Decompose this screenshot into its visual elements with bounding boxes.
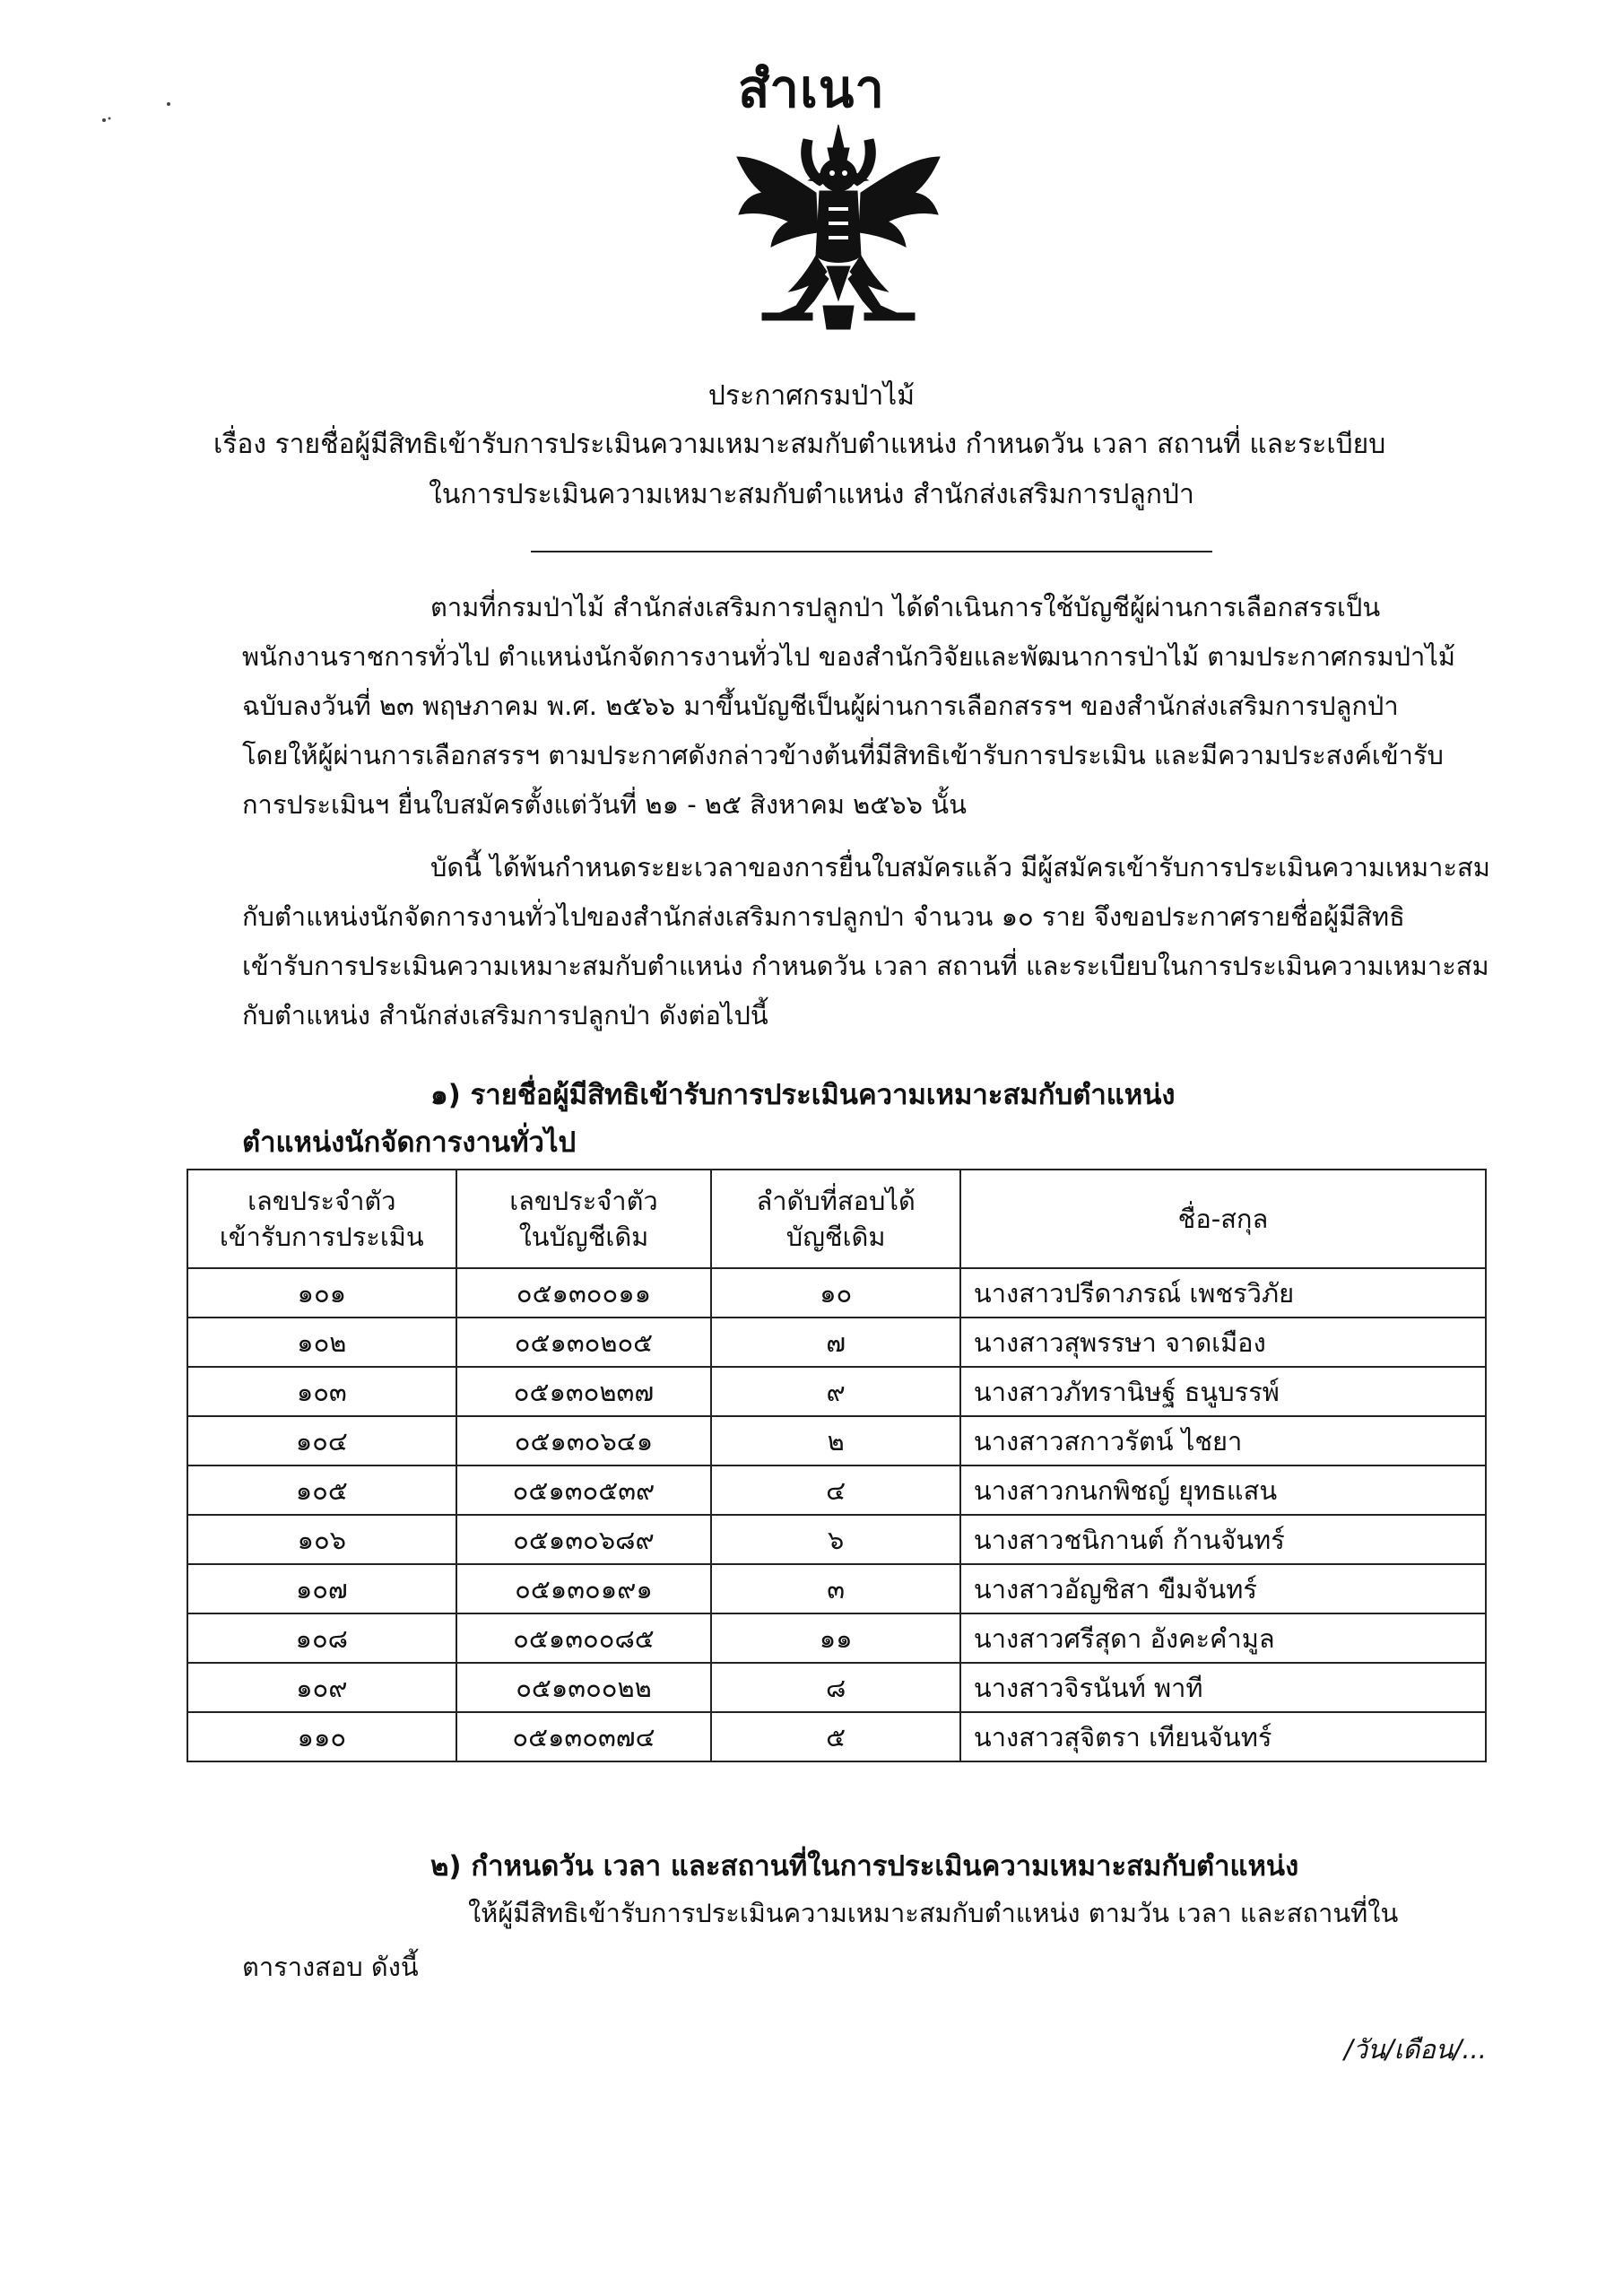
table-header-row: [187, 1170, 1486, 1268]
section-2-body-line-1: ให้ผู้มีสิทธิเข้ารับการประเมินความเหมาะสมกับตำแหน่ง ตามวัน เวลา และสถานที่ใน: [468, 1898, 1399, 1928]
rank-cell: ๖: [711, 1515, 960, 1564]
old-id-cell: ๐๕๑๓๐๑๙๑: [456, 1564, 712, 1613]
name-cell: นางสาวภัทรานิษฐ์ ธนูบรรพ์: [960, 1367, 1486, 1416]
eval-id-cell: ๑๐๘: [187, 1613, 456, 1663]
table-row: [187, 1515, 1486, 1564]
paragraph-2: [242, 843, 1497, 1040]
rank-cell: ๑๑: [711, 1613, 960, 1663]
old-id-cell: ๐๕๑๓๐๐๘๕: [456, 1613, 712, 1663]
table-row: [187, 1465, 1486, 1515]
header-rank: ลำดับที่สอบได้ บัญชีเดิม: [711, 1170, 960, 1268]
name-cell: นางสาวศรีสุดา อังคะคำมูล: [960, 1613, 1486, 1663]
eval-id-cell: ๑๐๔: [187, 1416, 456, 1465]
rank-cell: ๔: [711, 1465, 960, 1515]
paragraph-1-line: ตามที่กรมป่าไม้ สำนักส่งเสริมการปลูกป่า ได้ดำเนินการใช้บัญชีผู้ผ่านการเลือกสรรเป็น: [430, 592, 1381, 622]
eval-id-cell: ๑๐๑: [187, 1268, 456, 1318]
table-row: [187, 1318, 1486, 1367]
section-2-body-line-2: ตารางสอบ ดังนี้: [242, 1952, 419, 1982]
old-id-cell: ๐๕๑๓๐๐๒๒: [456, 1663, 712, 1712]
paragraph-2-line: บัดนี้ ได้พ้นกำหนดระยะเวลาของการยื่นใบสมัครแล้ว มีผู้สมัครเข้ารับการประเมินความเหมาะสม: [430, 852, 1490, 883]
subject-line-1: เรื่อง รายชื่อผู้มีสิทธิเข้ารับการประเมินความเหมาะสมกับตำแหน่ง กำหนดวัน เวลา สถานที่ และระเบียบ: [213, 429, 1386, 460]
old-id-cell: ๐๕๑๓๐๒๐๕: [456, 1318, 712, 1367]
name-cell: นางสาวปรีดาภรณ์ เพชรวิภัย: [960, 1268, 1486, 1318]
eval-id-cell: ๑๐๖: [187, 1515, 456, 1564]
old-id-cell: ๐๕๑๓๐๒๓๗: [456, 1367, 712, 1416]
rank-cell: ๓: [711, 1564, 960, 1613]
name-cell: นางสาวสุจิตรา เทียนจันทร์: [960, 1712, 1486, 1761]
rank-cell: ๑๐: [711, 1268, 960, 1318]
table-row: [187, 1416, 1486, 1465]
section-1-subheading: ตำแหน่งนักจัดการงานทั่วไป: [242, 1126, 577, 1159]
rank-cell: ๗: [711, 1318, 960, 1367]
candidate-table: [187, 1169, 1487, 1762]
copy-mark: สำเนา: [737, 58, 885, 119]
table-row: [187, 1268, 1486, 1318]
rank-cell: ๕: [711, 1712, 960, 1761]
eval-id-cell: ๑๐๙: [187, 1663, 456, 1712]
header-name: ชื่อ-สกุล: [960, 1170, 1486, 1268]
paragraph-2-line: เข้ารับการประเมินความเหมาะสมกับตำแหน่ง กำหนดวัน เวลา สถานที่ และระเบียบในการประเมินความเหมาะสม: [242, 951, 1489, 981]
paragraph-1-line: พนักงานราชการทั่วไป ตำแหน่งนักจัดการงานทั่วไป ของสำนักวิจัยและพัฒนาการป่าไม้ ตามประกาศกรมป่าไม้: [242, 641, 1455, 672]
rank-cell: ๒: [711, 1416, 960, 1465]
paragraph-2-line: กับตำแหน่งนักจัดการงานทั่วไปของสำนักส่งเสริมการปลูกป่า จำนวน ๑๐ ราย จึงขอประกาศรายชื่อผู้มีสิทธิ: [242, 901, 1405, 932]
paragraph-1-line: การประเมินฯ ยื่นใบสมัครตั้งแต่วันที่ ๒๑ - ๒๕ สิงหาคม ๒๕๖๖ นั้น: [242, 789, 967, 820]
paragraph-1-line: โดยให้ผู้ผ่านการเลือกสรรฯ ตามประกาศดังกล่าวข้างต้นที่มีสิทธิเข้ารับการประเมิน และมีความประสงค์เข้ารับ: [242, 740, 1444, 770]
table-row: [187, 1663, 1486, 1712]
rank-cell: ๘: [711, 1663, 960, 1712]
paragraph-1-line: ฉบับลงวันที่ ๒๓ พฤษภาคม พ.ศ. ๒๕๖๖ มาขึ้นบัญชีเป็นผู้ผ่านการเลือกสรรฯ ของสำนักส่งเสริมการปลูกป่า: [242, 691, 1399, 721]
old-id-cell: ๐๕๑๓๐๕๓๙: [456, 1465, 712, 1515]
header-old-id: เลขประจำตัว ในบัญชีเดิม: [456, 1170, 712, 1268]
paragraph-2-line: กับตำแหน่ง สำนักส่งเสริมการปลูกป่า ดังต่อไปนี้: [242, 1000, 768, 1031]
name-cell: นางสาวสุพรรษา จาดเมือง: [960, 1318, 1486, 1367]
name-cell: นางสาวกนกพิชญ์ ยุทธแสน: [960, 1465, 1486, 1515]
name-cell: นางสาวจิรนันท์ พาที: [960, 1663, 1486, 1712]
paragraph-1: [242, 583, 1497, 830]
old-id-cell: ๐๕๑๓๐๐๑๑: [456, 1268, 712, 1318]
title-divider: [531, 551, 1212, 552]
eval-id-cell: ๑๑๐: [187, 1712, 456, 1761]
eval-id-cell: ๑๐๕: [187, 1465, 456, 1515]
section-2-heading: ๒) กำหนดวัน เวลา และสถานที่ในการประเมินความเหมาะสมกับตำแหน่ง: [430, 1850, 1299, 1883]
name-cell: นางสาวชนิกานต์ ก้านจันทร์: [960, 1515, 1486, 1564]
eval-id-cell: ๑๐๒: [187, 1318, 456, 1367]
old-id-cell: ๐๕๑๓๐๖๘๙: [456, 1515, 712, 1564]
old-id-cell: ๐๕๑๓๐๓๗๔: [456, 1712, 712, 1761]
section-1-heading: ๑) รายชื่อผู้มีสิทธิเข้ารับการประเมินความเหมาะสมกับตำแหน่ง: [430, 1079, 1176, 1111]
name-cell: นางสาวอัญชิสา ขืมจันทร์: [960, 1564, 1486, 1613]
header-eval-id: เลขประจำตัว เข้ารับการประเมิน: [187, 1170, 456, 1268]
table-row: [187, 1367, 1486, 1416]
garuda-emblem-icon: [726, 121, 950, 336]
eval-id-cell: ๑๐๗: [187, 1564, 456, 1613]
old-id-cell: ๐๕๑๓๐๖๔๑: [456, 1416, 712, 1465]
subject-line-2: ในการประเมินความเหมาะสมกับตำแหน่ง สำนักส่งเสริมการปลูกป่า: [429, 479, 1194, 510]
name-cell: นางสาวสกาวรัตน์ ไชยา: [960, 1416, 1486, 1465]
page-continuation: /วัน/เดือน/...: [1343, 2034, 1487, 2065]
rank-cell: ๙: [711, 1367, 960, 1416]
eval-id-cell: ๑๐๓: [187, 1367, 456, 1416]
announcement-title: ประกาศกรมป่าไม้: [707, 380, 916, 412]
table-row: [187, 1564, 1486, 1613]
table-row: [187, 1613, 1486, 1663]
table-row: [187, 1712, 1486, 1761]
